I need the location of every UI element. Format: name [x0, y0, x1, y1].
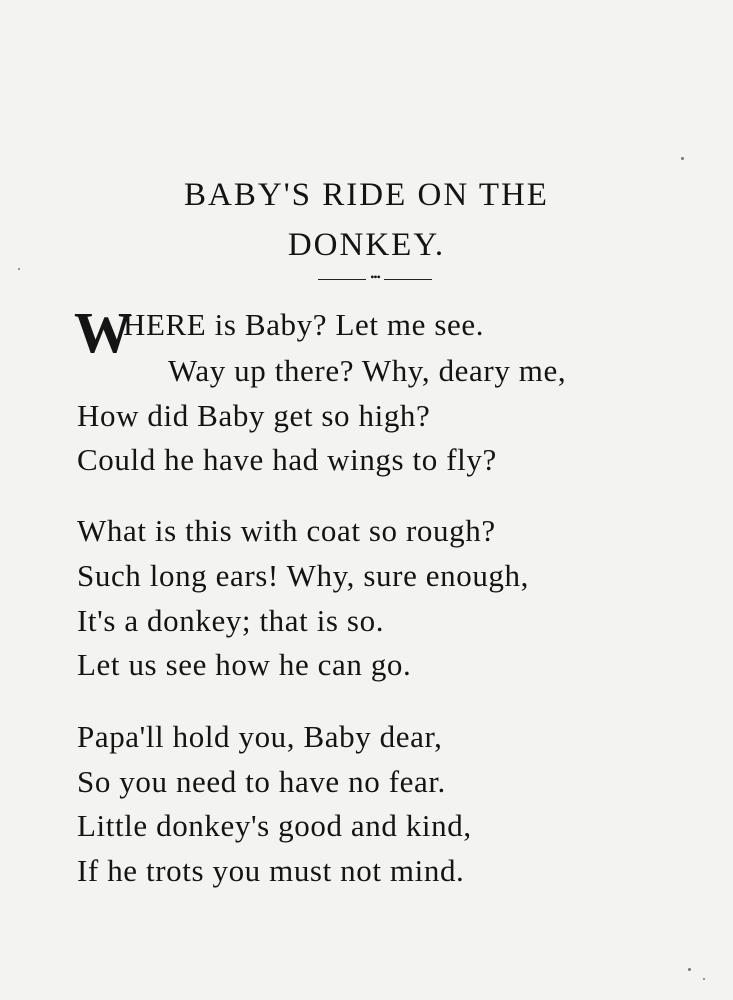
stanza-3-line-3: Little donkey's good and kind, [77, 808, 472, 843]
stanza-2-line-1: What is this with coat so rough? [77, 513, 496, 548]
drop-cap: W [74, 300, 132, 365]
ornament-dots: ••• [370, 270, 380, 284]
stanza-2-line-4: Let us see how he can go. [77, 647, 412, 682]
stanza-1-line-1: HERE is Baby? Let me see. [123, 307, 485, 342]
stanza-3-line-1: Papa'll hold you, Baby dear, [77, 719, 443, 754]
stanza-1-line-2: Way up there? Why, deary me, [168, 353, 567, 388]
paper-speck [688, 968, 691, 971]
paper-speck [703, 978, 705, 980]
stanza-3-line-4: If he trots you must not mind. [77, 853, 465, 888]
stanza-2-line-2: Such long ears! Why, sure enough, [77, 558, 529, 593]
stanza-2-line-3: It's a donkey; that is so. [77, 603, 385, 638]
title-line-2: DONKEY. [287, 227, 446, 263]
stanza-1-line-4: Could he have had wings to fly? [77, 442, 497, 477]
stanza-3-line-2: So you need to have no fear. [77, 764, 446, 799]
title-line-1: BABY'S RIDE ON THE [184, 177, 549, 213]
paper-speck [681, 157, 684, 160]
paper-speck [18, 268, 20, 270]
stanza-1-line-3: How did Baby get so high? [77, 398, 431, 433]
